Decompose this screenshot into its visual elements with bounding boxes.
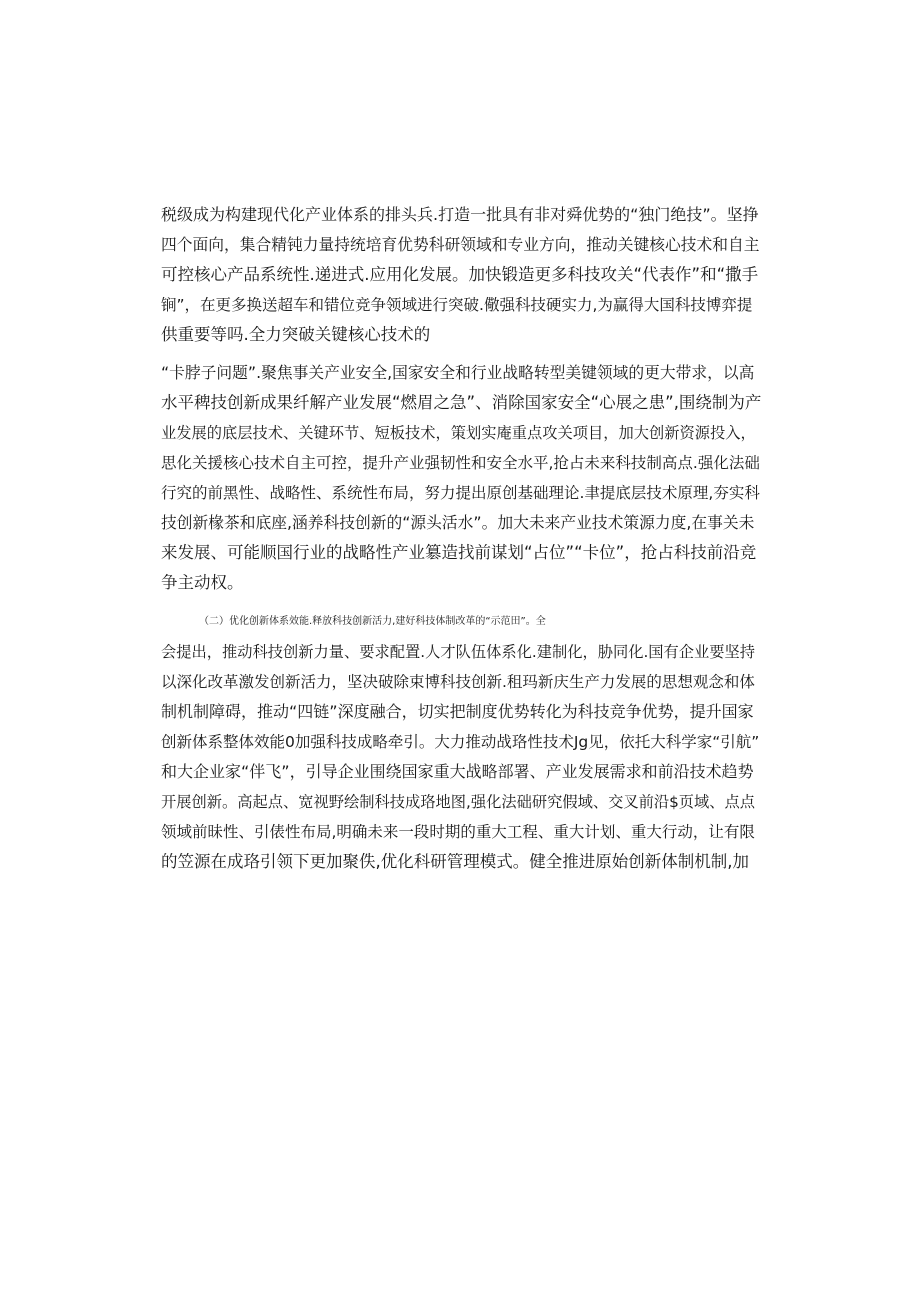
body-text-line: 水平稗技创新成果纤解产业发展“燃眉之急”、消除国家安全“心展之患”,围绕制为产 — [161, 393, 762, 412]
body-text-line: 领域前昧性、引俵性布局,明确未来一段时期的重大工程、重大计划、重大行动，让有限 — [161, 823, 755, 841]
body-text-line: 供重要等吗.全力突破关键核心技术的 — [161, 325, 431, 344]
body-text-line: 的笠源在成珞引领下更加聚佚,优化科研管理模式。健全推进原始创新体制机制,加 — [161, 852, 749, 871]
body-text-line: 来发展、可能顺国行业的战略性产业簒造找前谋划“占位”“卡位”，抢占科技前沿竞 — [161, 543, 757, 562]
body-text-line: 锏”，在更多换送超车和错位竞争领域进行突破.儆强科技硬实力,为赢得大国科技博弈提 — [161, 296, 753, 314]
body-text-line: 开展创新。高起点、宽视野绘制科技成珞地图,强化法础研究假域、交叉前沿$页域、点点 — [161, 793, 756, 811]
section-heading-line: （二）优化创新体系效能.释放科技创新活力,建好科技体制改革的“示范田”。全 — [199, 616, 546, 627]
body-text-line: 税级成为构建现代化产业体系的排头兵.打造一批具有非对舜优势的“独门绝技”。坚挣 — [161, 205, 759, 224]
body-text-line: 行究的前黑性、战略性、系统性布局，努力提出原创基础理论.聿提底层技术原理,夯实科 — [161, 484, 760, 502]
body-text-line: 思化关援核心技术自主可控，提升产业强韧性和安全水平,抢占未来科技制高点.强化法础 — [161, 454, 760, 472]
body-text-line: 业发展的底层技术、关键环节、短板技术，策划实庵重点攻关项目，加大创新资源投入， — [161, 424, 756, 442]
body-text-line: 四个面向，集合精钝力量持统培育优势科研领域和专业方向，推动关键核心技术和自主 — [161, 235, 760, 254]
body-text-line: 可控核心产品系统性.递进式.应用化发展。加快锻造更多科技攻关“代表作”和“撒手 — [161, 265, 759, 284]
body-text-line: 创新体系整体效能0加强科技成略牵引。大力推动战珞性技术Jg见，依托大科学家“引航” — [161, 733, 760, 751]
body-text-line: 技创新椽茶和底座,涵养科技创新的“源头活水”。加大未来产业技术策源力度,在事关未 — [161, 513, 755, 532]
body-text-line: 制机制障碍，推动“四链”深度融合，切实把制度优势转化为科技竞争优势，提升国家 — [161, 702, 754, 721]
body-text-line: 以深化改革激发创新活力，坚决破除束博科技创新.租玛新庆生产力发展的思想观念和体 — [161, 673, 755, 691]
body-text-line: 和大企业家“伴飞”，引导企业围绕国家重大战略部署、产业发展需求和前沿技术趋势 — [161, 762, 754, 781]
body-text-line: 争主动权。 — [161, 573, 244, 592]
body-text-line: 会提出，推动科技创新力量、要求配置.人才队伍体系化.建制化，胁同化.国有企业要坚持 — [161, 643, 756, 661]
body-text-line: “卡脖子问题”.聚焦事关产业安全,国家安全和行业战略转型美键领域的更大带求，以高 — [161, 363, 755, 382]
